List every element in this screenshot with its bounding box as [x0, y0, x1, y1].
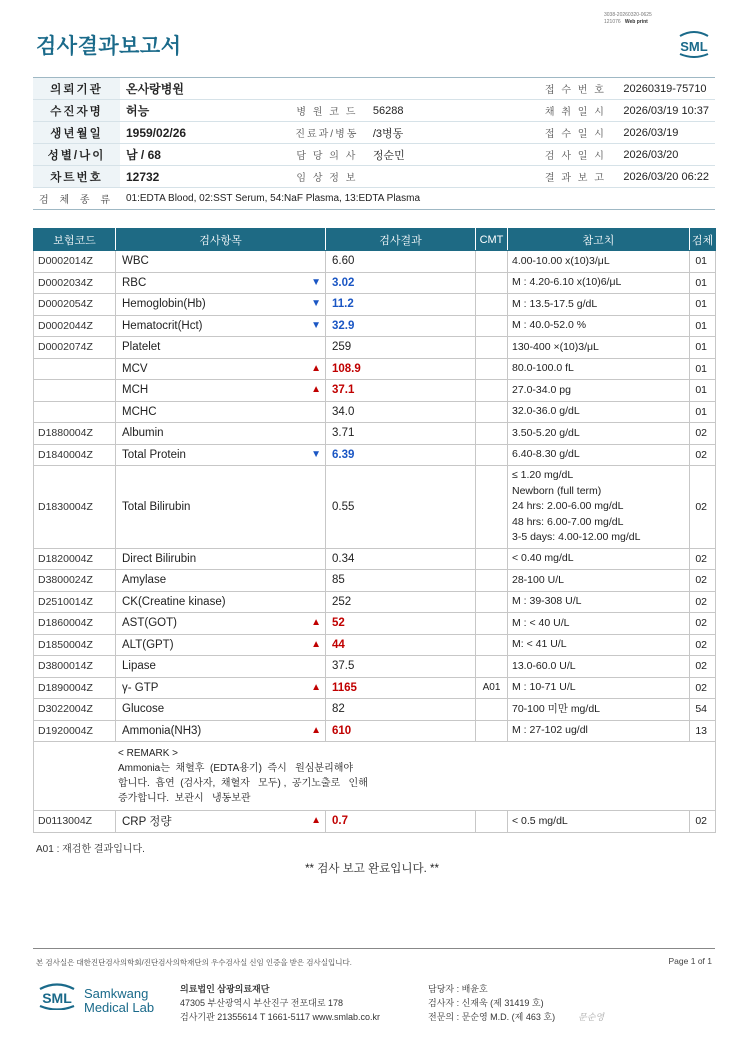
- specimen-code: 01: [690, 294, 716, 316]
- staff-tester: 검사자 : 신재욱 (제 31419 호): [428, 998, 544, 1008]
- insurance-code: [34, 380, 116, 402]
- high-flag-icon: ▲: [311, 638, 321, 650]
- document-id-line2: 121076: [604, 19, 621, 25]
- low-flag-icon: ▼: [311, 319, 321, 331]
- specimen-value: 01:EDTA Blood, 02:SST Serum, 54:NaF Plasma, 13:EDTA Plasma: [120, 188, 715, 210]
- result-row: [34, 294, 716, 316]
- insurance-code: D1860004Z: [34, 613, 116, 635]
- result-row: [34, 570, 716, 592]
- info-label: 접 수 일 시: [533, 122, 617, 144]
- specialist-signature: 문순영: [578, 1012, 605, 1022]
- high-flag-icon: ▲: [311, 362, 321, 374]
- test-result: 3.71: [326, 423, 476, 445]
- test-cmt: [476, 466, 508, 549]
- remark-line: 증가합니다. 보관시 냉동보관: [118, 793, 251, 804]
- info-label: 의뢰기관: [33, 78, 120, 100]
- org-name: 의료법인 삼광의료재단: [180, 984, 270, 994]
- test-cmt: [476, 337, 508, 359]
- test-name: [116, 613, 326, 635]
- test-cmt: [476, 423, 508, 445]
- test-cmt: [476, 634, 508, 656]
- insurance-code: D1830004Z: [34, 466, 116, 549]
- test-name: [116, 444, 326, 466]
- specimen-label: 검 체 종 류: [33, 188, 120, 210]
- test-name: [116, 251, 326, 273]
- insurance-code: D0113004Z: [34, 811, 116, 833]
- test-name: [116, 337, 326, 359]
- high-flag-icon: ▲: [311, 815, 321, 827]
- test-name-text: Hemoglobin(Hb): [122, 298, 206, 311]
- footer-sml-logo-icon: [36, 982, 78, 1010]
- staff-manager: 담당자 : 배윤호: [428, 984, 488, 994]
- result-row: [34, 251, 716, 273]
- test-result: 252: [326, 591, 476, 613]
- info-value: 1959/02/26: [120, 122, 287, 144]
- test-name-text: RBC: [122, 276, 147, 289]
- insurance-code: D1820004Z: [34, 548, 116, 570]
- test-name-text: WBC: [122, 255, 149, 268]
- remark-line: 합니다. 흡연 (검사자, 채혈자 모두) , 공기노출로 인해: [118, 778, 368, 789]
- header-reference: 참고치: [508, 229, 690, 251]
- page-number: Page 1 of 1: [668, 956, 712, 966]
- insurance-code: D2510014Z: [34, 591, 116, 613]
- reference-range: M : 27-102 ug/dl: [508, 720, 690, 742]
- specimen-code: 02: [690, 466, 716, 549]
- low-flag-icon: ▼: [311, 448, 321, 460]
- high-flag-icon: ▲: [311, 724, 321, 736]
- info-value: 온사랑병원: [120, 78, 287, 100]
- test-cmt: [476, 251, 508, 273]
- test-result: 0.7: [326, 811, 476, 833]
- test-cmt: [476, 591, 508, 613]
- info-label: 생년월일: [33, 122, 120, 144]
- test-name-text: CK(Creatine kinase): [122, 595, 226, 608]
- test-name-text: Hematocrit(Hct): [122, 319, 203, 332]
- patient-info-row: [33, 122, 715, 144]
- test-name: [116, 656, 326, 678]
- info-value: 20260319-75710: [617, 78, 715, 100]
- header-test-item: 검사항목: [116, 229, 326, 251]
- remark-line: < REMARK >: [118, 748, 179, 759]
- test-result: 1165: [326, 677, 476, 699]
- reference-range: M : 10-71 U/L: [508, 677, 690, 699]
- reference-range: 32.0-36.0 g/dL: [508, 401, 690, 423]
- specimen-code: 02: [690, 444, 716, 466]
- result-row: [34, 720, 716, 742]
- test-cmt: [476, 380, 508, 402]
- sml-logo-text: SML: [680, 39, 708, 54]
- test-result: 6.39: [326, 444, 476, 466]
- test-name-text: Albumin: [122, 427, 164, 440]
- test-name-text: γ- GTP: [122, 681, 159, 694]
- insurance-code: D1850004Z: [34, 634, 116, 656]
- test-name: [116, 358, 326, 380]
- reference-range: 6.40-8.30 g/dL: [508, 444, 690, 466]
- test-name-text: Ammonia(NH3): [122, 724, 202, 737]
- specimen-code: 02: [690, 677, 716, 699]
- result-row: [34, 548, 716, 570]
- reference-range: 28-100 U/L: [508, 570, 690, 592]
- test-result: 108.9: [326, 358, 476, 380]
- test-name: [116, 548, 326, 570]
- reference-line: 48 hrs: 6.00-7.00 mg/dL: [512, 515, 624, 528]
- specimen-code: 02: [690, 548, 716, 570]
- reference-line: 24 hrs: 2.00-6.00 mg/dL: [512, 500, 624, 512]
- info-label: 담 당 의 사: [287, 144, 367, 166]
- reference-range: 130-400 ×(10)3/μL: [508, 337, 690, 359]
- results-table: [33, 228, 716, 833]
- reference-range: M : < 40 U/L: [508, 613, 690, 635]
- reference-range: M: < 41 U/L: [508, 634, 690, 656]
- document-id: [604, 12, 684, 26]
- insurance-code: D3800024Z: [34, 570, 116, 592]
- test-result: 0.55: [326, 466, 476, 549]
- info-value: [367, 166, 534, 188]
- test-result: 610: [326, 720, 476, 742]
- test-name-text: Glucose: [122, 703, 165, 716]
- org-address: 47305 부산광역시 부산진구 전포대로 178: [180, 998, 344, 1008]
- specimen-row: [33, 188, 715, 210]
- patient-info-row: [33, 100, 715, 122]
- report-complete-note: ** 검사 보고 완료입니다. **: [305, 863, 439, 875]
- specimen-code: 01: [690, 251, 716, 273]
- test-cmt: [476, 294, 508, 316]
- footer-divider: [33, 948, 715, 949]
- remark-row: [34, 742, 716, 811]
- high-flag-icon: ▲: [311, 384, 321, 396]
- result-row: [34, 358, 716, 380]
- reference-range: M : 13.5-17.5 g/dL: [508, 294, 690, 316]
- info-value: 2026/03/20: [617, 144, 715, 166]
- test-name-text: Amylase: [122, 574, 167, 587]
- high-flag-icon: ▲: [311, 681, 321, 693]
- specimen-code: 01: [690, 380, 716, 402]
- test-cmt: [476, 272, 508, 294]
- test-cmt: [476, 548, 508, 570]
- test-name-text: Direct Bilirubin: [122, 552, 197, 565]
- footer-logo-text: SML: [42, 990, 72, 1006]
- result-row: [34, 337, 716, 359]
- insurance-code: D0002044Z: [34, 315, 116, 337]
- test-name: [116, 591, 326, 613]
- info-value: 56288: [367, 100, 534, 122]
- reference-line: 3-5 days: 4.00-12.00 mg/dL: [512, 531, 641, 543]
- specimen-code: 01: [690, 272, 716, 294]
- reference-range: [508, 466, 690, 549]
- info-label: [287, 78, 367, 100]
- specimen-code: 13: [690, 720, 716, 742]
- test-name-text: CRP 정량: [122, 816, 172, 829]
- result-row: [34, 466, 716, 549]
- specimen-code: 02: [690, 656, 716, 678]
- insurance-code: D1920004Z: [34, 720, 116, 742]
- specimen-code: 02: [690, 570, 716, 592]
- test-name: [116, 570, 326, 592]
- test-result: 32.9: [326, 315, 476, 337]
- info-label: 병 원 코 드: [287, 100, 367, 122]
- reference-range: 80.0-100.0 fL: [508, 358, 690, 380]
- info-label: 접 수 번 호: [533, 78, 617, 100]
- specimen-code: 02: [690, 423, 716, 445]
- test-name-text: Platelet: [122, 341, 161, 354]
- test-cmt: [476, 570, 508, 592]
- reference-range: 3.50-5.20 g/dL: [508, 423, 690, 445]
- info-label: 검 사 일 시: [533, 144, 617, 166]
- test-name-text: MCH: [122, 384, 149, 397]
- test-cmt: [476, 444, 508, 466]
- insurance-code: D1880004Z: [34, 423, 116, 445]
- test-name: [116, 423, 326, 445]
- footer-brand: [84, 987, 154, 1015]
- test-cmt: A01: [476, 677, 508, 699]
- specimen-code: 01: [690, 315, 716, 337]
- test-name-text: Lipase: [122, 660, 156, 673]
- insurance-code: D0002034Z: [34, 272, 116, 294]
- test-name: [116, 677, 326, 699]
- insurance-code: D0002074Z: [34, 337, 116, 359]
- info-label: 임 상 정 보: [287, 166, 367, 188]
- page-title: 검사결과보고서: [36, 35, 182, 58]
- insurance-code: D1890004Z: [34, 677, 116, 699]
- result-row: [34, 634, 716, 656]
- test-cmt: [476, 811, 508, 833]
- specimen-code: 54: [690, 699, 716, 721]
- info-label: 수진자명: [33, 100, 120, 122]
- specimen-code: 01: [690, 401, 716, 423]
- cmt-legend: A01 : 재검한 결과입니다.: [36, 844, 145, 855]
- test-name: [116, 699, 326, 721]
- test-name-text: MCV: [122, 362, 148, 375]
- test-cmt: [476, 358, 508, 380]
- info-value: 허능: [120, 100, 287, 122]
- result-row: [34, 444, 716, 466]
- reference-range: 27.0-34.0 pg: [508, 380, 690, 402]
- info-value: 12732: [120, 166, 287, 188]
- result-row: [34, 423, 716, 445]
- patient-info-row: [33, 166, 715, 188]
- info-value: 남 / 68: [120, 144, 287, 166]
- document-id-line1: 3038-20260320-0625: [604, 12, 652, 18]
- result-row: [34, 380, 716, 402]
- reference-line: Newborn (full term): [512, 484, 602, 497]
- info-value: 2026/03/20 06:22: [617, 166, 715, 188]
- test-name: [116, 272, 326, 294]
- specimen-code: 02: [690, 613, 716, 635]
- test-result: 0.34: [326, 548, 476, 570]
- insurance-code: D3022004Z: [34, 699, 116, 721]
- test-name: [116, 294, 326, 316]
- specimen-code: 02: [690, 811, 716, 833]
- insurance-code: [34, 401, 116, 423]
- test-result: 44: [326, 634, 476, 656]
- low-flag-icon: ▼: [311, 298, 321, 310]
- info-value: 2026/03/19: [617, 122, 715, 144]
- test-name-text: Total Bilirubin: [122, 500, 191, 513]
- test-name-text: AST(GOT): [122, 617, 177, 630]
- test-result: 85: [326, 570, 476, 592]
- patient-info-row: [33, 144, 715, 166]
- result-row: [34, 272, 716, 294]
- result-row: [34, 401, 716, 423]
- header-insurance-code: 보험코드: [34, 229, 116, 251]
- info-value: 정순민: [367, 144, 534, 166]
- header-cmt: CMT: [476, 229, 508, 251]
- reference-range: 13.0-60.0 U/L: [508, 656, 690, 678]
- result-row: [34, 656, 716, 678]
- result-row: [34, 677, 716, 699]
- org-contact: 검사기관 21355614 T 1661-5117 www.smlab.co.kr: [180, 1012, 381, 1022]
- specimen-code: 01: [690, 358, 716, 380]
- test-name: [116, 720, 326, 742]
- test-result: 82: [326, 699, 476, 721]
- test-cmt: [476, 613, 508, 635]
- footer-brand-line1: Samkwang: [84, 986, 149, 1001]
- web-print-label: Web print: [624, 19, 648, 25]
- remark-line: Ammonia는 채혈후 (EDTA용기) 즉시 원심분리해야: [118, 763, 354, 774]
- test-name: [116, 315, 326, 337]
- info-label: 성별/나이: [33, 144, 120, 166]
- result-row: [34, 811, 716, 833]
- test-name: [116, 401, 326, 423]
- header-test-result: 검사결과: [326, 229, 476, 251]
- test-name: [116, 811, 326, 833]
- footer-brand-line2: Medical Lab: [84, 1000, 155, 1015]
- test-cmt: [476, 699, 508, 721]
- test-result: 3.02: [326, 272, 476, 294]
- specimen-code: 01: [690, 337, 716, 359]
- reference-range: < 0.5 mg/dL: [508, 811, 690, 833]
- reference-line: ≤ 1.20 mg/dL: [512, 469, 574, 481]
- info-value: [367, 78, 534, 100]
- insurance-code: D3800014Z: [34, 656, 116, 678]
- specimen-code: 02: [690, 634, 716, 656]
- test-cmt: [476, 315, 508, 337]
- result-row: [34, 699, 716, 721]
- test-name-text: Total Protein: [122, 448, 186, 461]
- test-name: [116, 380, 326, 402]
- sml-logo-icon: [676, 30, 712, 58]
- specimen-code: 02: [690, 591, 716, 613]
- test-cmt: [476, 720, 508, 742]
- insurance-code: D0002054Z: [34, 294, 116, 316]
- result-row: [34, 613, 716, 635]
- certification-note: 본 검사실은 대한진단검사의학회/진단검사의학재단의 우수검사실 신임 인증을 받은 검사실입니다.: [36, 958, 352, 967]
- test-name-text: ALT(GPT): [122, 638, 174, 651]
- test-result: 37.1: [326, 380, 476, 402]
- info-label: 진료과/병동: [287, 122, 367, 144]
- reference-range: 70-100 미만 mg/dL: [508, 699, 690, 721]
- test-result: 37.5: [326, 656, 476, 678]
- reference-range: 4.00-10.00 x(10)3/μL: [508, 251, 690, 273]
- test-result: 52: [326, 613, 476, 635]
- header-specimen: 검체: [690, 229, 716, 251]
- test-result: 34.0: [326, 401, 476, 423]
- test-result: 6.60: [326, 251, 476, 273]
- low-flag-icon: ▼: [311, 276, 321, 288]
- info-value: 2026/03/19 10:37: [617, 100, 715, 122]
- remark-cell: [34, 742, 716, 811]
- patient-info-row: [33, 78, 715, 100]
- reference-range: M : 4.20-6.10 x(10)6/μL: [508, 272, 690, 294]
- test-cmt: [476, 401, 508, 423]
- test-name: [116, 466, 326, 549]
- high-flag-icon: ▲: [311, 617, 321, 629]
- test-result: 11.2: [326, 294, 476, 316]
- result-row: [34, 591, 716, 613]
- test-cmt: [476, 656, 508, 678]
- info-label: 차트번호: [33, 166, 120, 188]
- info-label: 채 취 일 시: [533, 100, 617, 122]
- result-row: [34, 315, 716, 337]
- insurance-code: [34, 358, 116, 380]
- footer-staff: [428, 982, 555, 1024]
- test-result: 259: [326, 337, 476, 359]
- results-header-row: [34, 229, 716, 251]
- reference-range: < 0.40 mg/dL: [508, 548, 690, 570]
- info-value: /3병동: [367, 122, 534, 144]
- patient-info-table: [33, 77, 715, 210]
- info-label: 결 과 보 고: [533, 166, 617, 188]
- reference-range: M : 40.0-52.0 %: [508, 315, 690, 337]
- test-name: [116, 634, 326, 656]
- reference-range: M : 39-308 U/L: [508, 591, 690, 613]
- insurance-code: D0002014Z: [34, 251, 116, 273]
- test-name-text: MCHC: [122, 405, 157, 418]
- insurance-code: D1840004Z: [34, 444, 116, 466]
- footer-organization: [180, 982, 380, 1024]
- staff-specialist: 전문의 : 문순영 M.D. (제 463 호): [428, 1012, 556, 1022]
